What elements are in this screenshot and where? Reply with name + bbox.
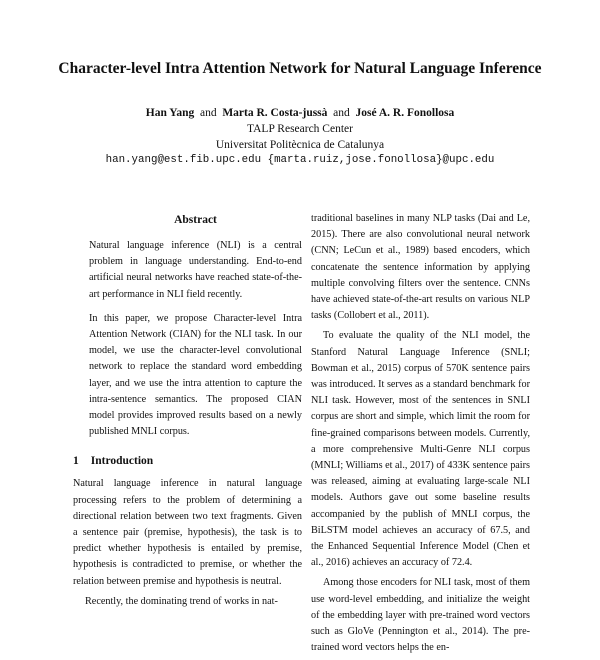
abstract-heading: Abstract xyxy=(174,214,217,226)
author-name: Han Yang xyxy=(145,107,195,119)
body-paragraph: Among those encoders for NLI task, most of them use word-level embedding, and initialize the weight of the embedding layer with pre-trained word vectors such as GloVe (Pennington et al., 2014). The pre-trained word vectors helps the en- xyxy=(311,577,530,654)
section-heading-introduction xyxy=(73,454,302,468)
introduction-body xyxy=(73,476,302,610)
intro-paragraph: Natural language inference in natural language processing refers to the problem of determining a directional relation between two text fragments. Given a sentence pair (premise, hypothesis), the task is to predict whether hypothesis is entailed by premise, hypothesis is contradicted to premise, or whether the relation between premise and hypothesis is neutral. xyxy=(73,478,302,587)
author-and: and xyxy=(199,107,217,119)
body-paragraph: traditional baselines in many NLP tasks (Dai and Le, 2015). There are also convolutional neural network (CNN; LeCun et al., 1989) based encoders, which concatenate the sentence information by applying multiple convolving filters over the sentence. CNNs have achieved state-of-the-art results on various NLP tasks (Collobert et al., 2011). xyxy=(311,213,530,322)
abstract-paragraph: Natural language inference (NLI) is a central problem in language understanding. End-to-end artificial neural networks have reached state-of-the-art performance in NLI field recently. xyxy=(89,240,302,300)
affiliation-center: TALP Research Center xyxy=(247,123,353,135)
left-column xyxy=(73,213,302,614)
intro-paragraph: Recently, the dominating trend of works in nat- xyxy=(85,595,278,607)
section-title: Introduction xyxy=(90,455,154,468)
affiliation-university: Universitat Politècnica de Catalunya xyxy=(215,139,385,151)
right-column xyxy=(311,211,530,660)
author-name: Marta R. Costa-jussà xyxy=(222,107,328,119)
author-name: José A. R. Fonollosa xyxy=(355,107,455,119)
paper-title: Character-level Intra Attention Network for Natural Language Inference xyxy=(58,60,542,77)
abstract-body xyxy=(89,238,302,440)
author-block xyxy=(0,105,600,168)
author-and: and xyxy=(333,107,350,119)
body-paragraph: To evaluate the quality of the NLI model, the Stanford Natural Language Inference (SNLI; Bowman et al., 2015) corpus of 570K sentence pairs was introduced. It serves as a standard benchmark for NLI task. However, most of the sentences in SNLI corpus are short and simple, which limit the room for fine-grained comparisons between models. Currently, a more comprehensive Multi-Genre NLI corpus (MNLI; Williams et al., 2017) of 433K sentence pairs was released, aiming at evaluating large-scale NLI models. Authors gave out some baseline results accompanied by the publish of MNLI corpus, the BiLSTM model achieves an accuracy of 67.5, and the Enhanced Sequential Inference Model (Chen et al., 2016) achieves an accuracy of 72.4. xyxy=(311,330,530,569)
author-names xyxy=(0,105,600,121)
section-number: 1 xyxy=(73,455,79,468)
abstract-paragraph: In this paper, we propose Character-level Intra Attention Network (CIAN) for the NLI task. In our model, we use the character-level convolutional network to replace the standard word embedding layer, and we use the intra attention to capture the intra-sentence semantics. The proposed CIAN model provides improved results based on a newly published MNLI corpus. xyxy=(89,312,302,438)
author-emails: han.yang@est.fib.upc.edu {marta.ruiz,jose.fonollosa}@upc.edu xyxy=(105,154,495,166)
